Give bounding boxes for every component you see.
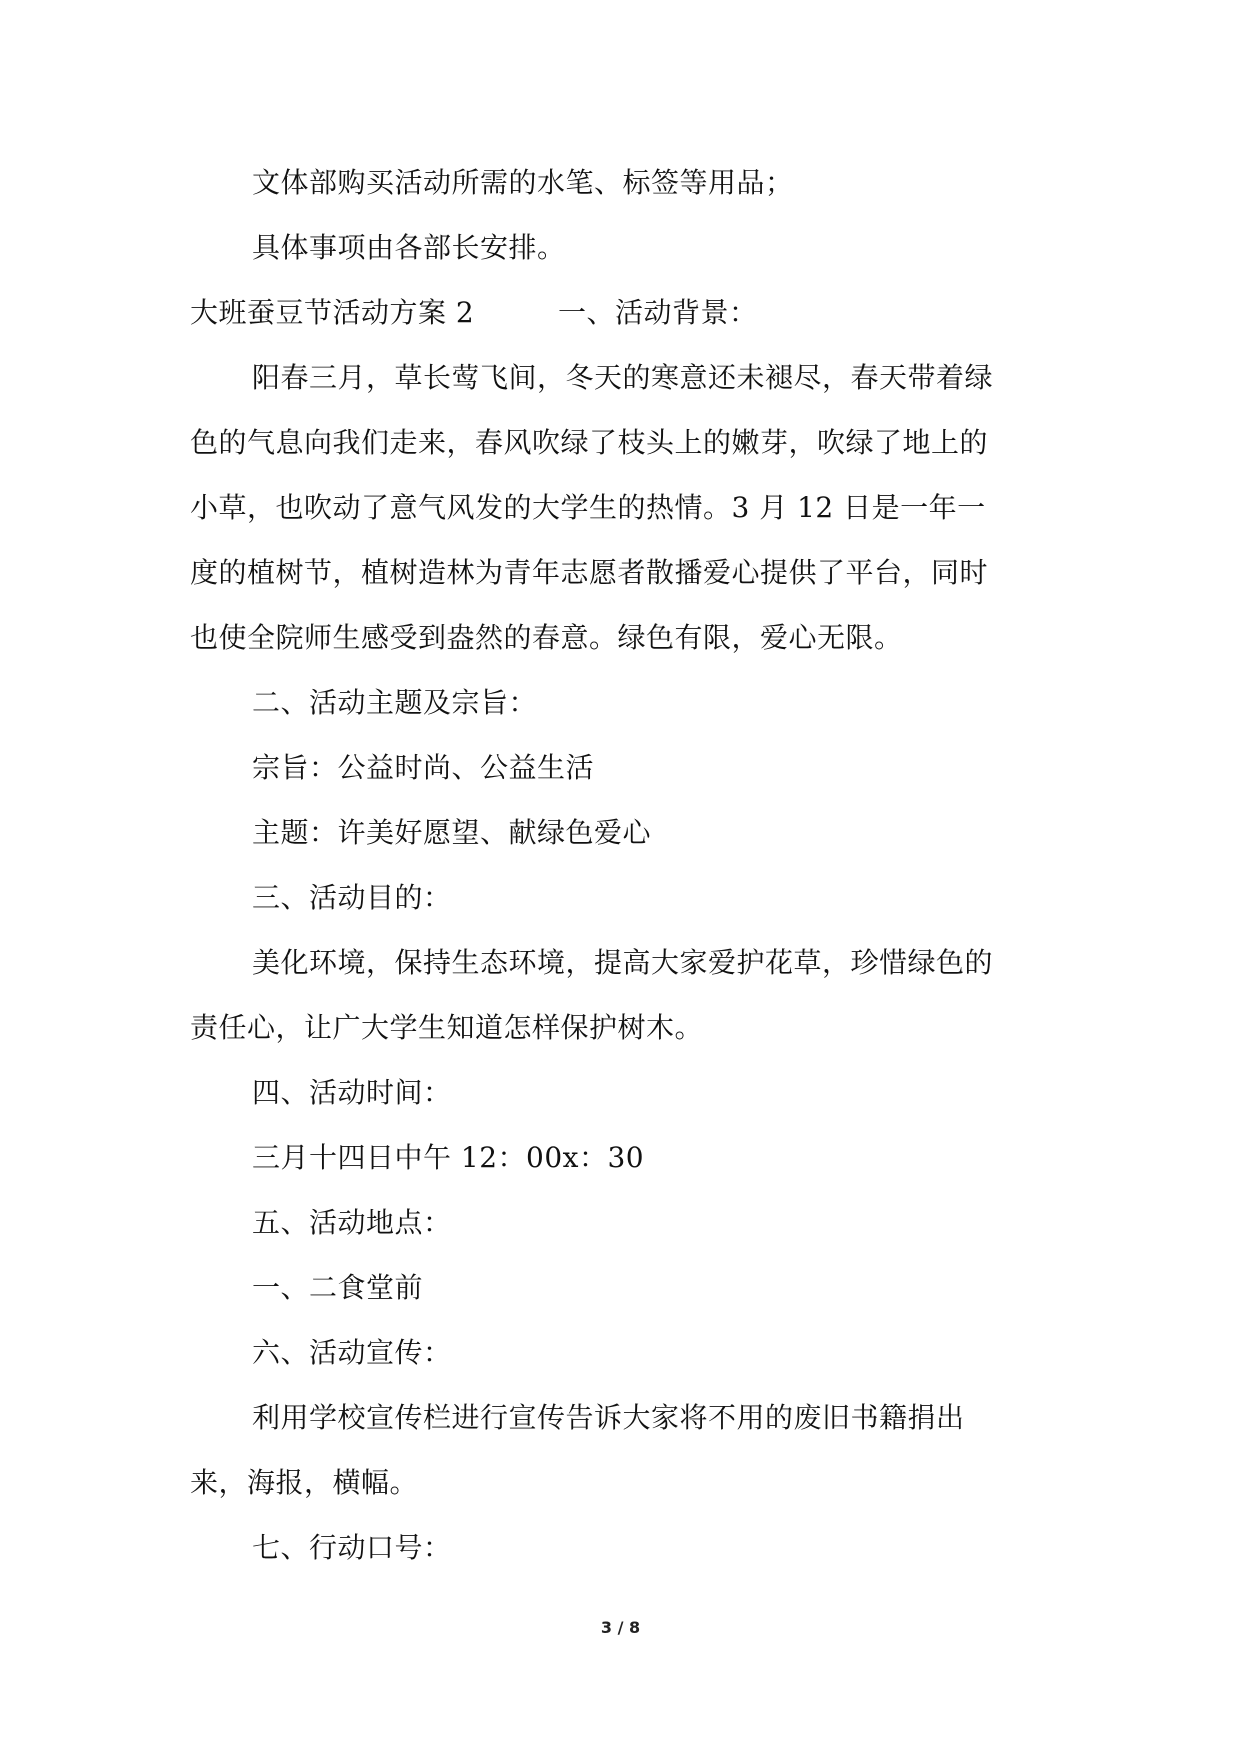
paragraph-line: 来，海报，横幅。 [190, 1466, 419, 1499]
paragraph-line: 度的植树节，植树造林为青年志愿者散播爱心提供了平台，同时 [190, 556, 989, 589]
paragraph-line: 五、活动地点： [252, 1206, 452, 1239]
paragraph-line: 色的气息向我们走来，春风吹绿了枝头上的嫩芽，吹绿了地上的 [190, 426, 989, 459]
paragraph-line: 责任心，让广大学生知道怎样保护树木。 [190, 1011, 704, 1044]
paragraph-line: 一、二食堂前 [252, 1271, 424, 1304]
paragraph-line: 三月十四日中午 12：00x：30 [252, 1141, 645, 1174]
paragraph-line: 主题：许美好愿望、献绿色爱心 [252, 816, 652, 849]
paragraph-line: 四、活动时间： [252, 1076, 452, 1109]
paragraph-line: 宗旨：公益时尚、公益生活 [252, 751, 595, 784]
paragraph-line: 小草，也吹动了意气风发的大学生的热情。3 月 12 日是一年一 [190, 491, 986, 524]
paragraph-line: 具体事项由各部长安排。 [252, 231, 566, 264]
paragraph-line: 六、活动宣传： [252, 1336, 452, 1369]
paragraph-line: 也使全院师生感受到盎然的春意。绿色有限，爱心无限。 [190, 621, 903, 654]
page-number: 3 / 8 [600, 1618, 641, 1637]
paragraph-line: 美化环境，保持生态环境，提高大家爱护花草，珍惜绿色的 [252, 946, 994, 979]
document-body [190, 150, 1060, 1580]
paragraph-line: 二、活动主题及宗旨： [252, 686, 538, 719]
document-title: 大班蚕豆节活动方案 2 [190, 296, 475, 329]
paragraph-line: 七、行动口号： [252, 1531, 452, 1564]
paragraph-line: 文体部购买活动所需的水笔、标签等用品； [252, 166, 794, 199]
section-heading-line [190, 280, 1060, 345]
paragraph-line: 三、活动目的： [252, 881, 452, 914]
paragraph-line: 利用学校宣传栏进行宣传告诉大家将不用的废旧书籍捐出 [252, 1401, 965, 1434]
section-title: 一、活动背景： [558, 296, 758, 329]
paragraph-line: 阳春三月，草长莺飞间，冬天的寒意还未褪尽，春天带着绿 [252, 361, 994, 394]
